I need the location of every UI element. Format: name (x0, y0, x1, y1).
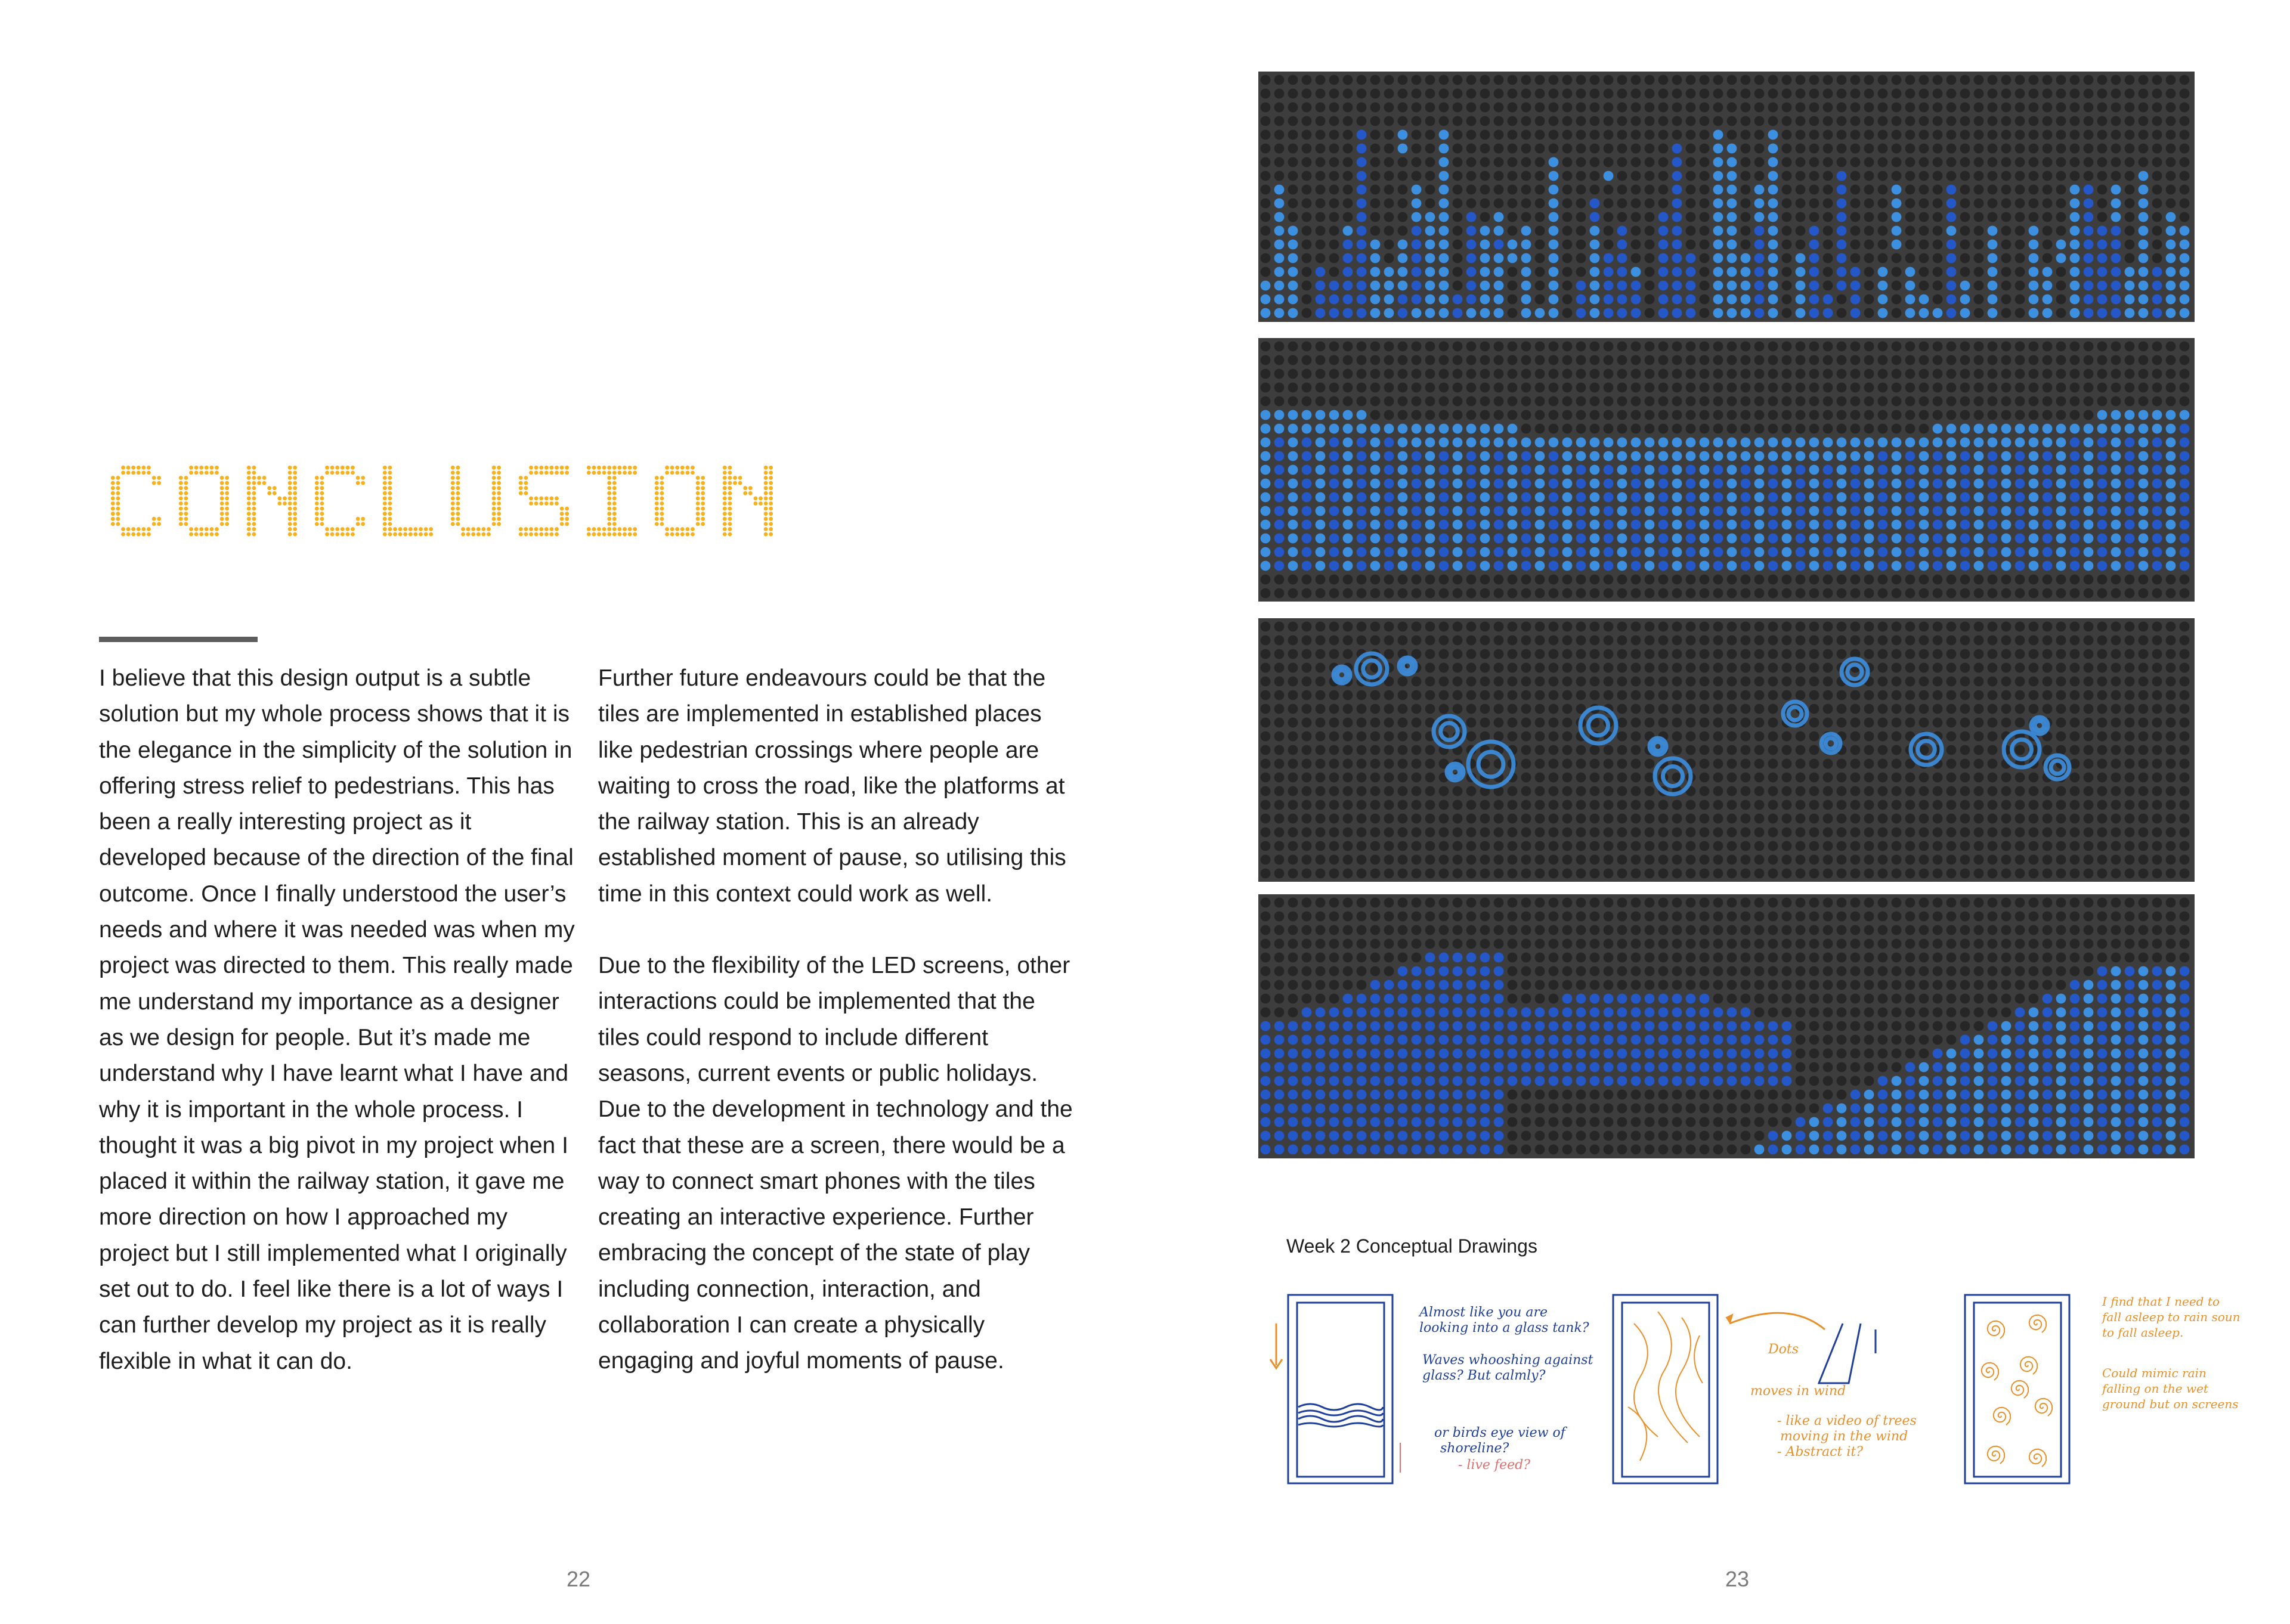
led-tile-rain (1258, 618, 2195, 882)
sketch-glass-tank (1261, 1288, 1595, 1490)
sketch1-note: shoreline? (1440, 1441, 1509, 1456)
sketch3-note: falling on the wet (2102, 1381, 2208, 1396)
page-number-left: 22 (567, 1567, 591, 1591)
sketch1-note: glass? But calmly? (1422, 1368, 1546, 1383)
sketch2-note: moves in wind (1750, 1384, 1846, 1399)
led-wave-image (1258, 338, 2195, 602)
sketch3-note: fall asleep to rain sounds (2102, 1310, 2239, 1324)
led-grass-image (1258, 72, 2195, 322)
page-number-right: 23 (1725, 1567, 1750, 1591)
sketch1-note: Almost like you are (1419, 1305, 1548, 1320)
sketch3-note: to fall asleep. (2102, 1325, 2184, 1340)
sketch3-note: ground but on screens (2102, 1397, 2239, 1411)
future-paragraph-1: Further future endeavours could be that the tiles are implemented in established places like pedestrian crossings where people are waiting to cross the road, like the platforms at the railway station. This is an already established moment of pause, so utilising this time in this context could work as well. (598, 665, 1066, 907)
sketch1-note: Waves whooshing against (1422, 1353, 1593, 1368)
future-paragraph-2: Due to the flexibility of the LED screens, other interactions could be implemented that the tiles could respond to include different seasons, current events or public holidays. Due to the development in technology and the fact that these are a screen, there would be a way to connect smart phones with the tiles creating an interactive experience. Further embracing the concept of the state of play including connection, interaction, and collaboration I can create a physically engaging and joyful moments of pause. (598, 953, 1073, 1374)
led-tile-grass (1258, 72, 2195, 322)
sketch3-note: I find that I need to (2102, 1294, 2220, 1309)
title-divider (99, 637, 258, 642)
conclusion-column-2 (598, 661, 1075, 1380)
sketch2-note: moving in the wind (1780, 1429, 1908, 1444)
led-tile-wave (1258, 338, 2195, 602)
sketch2-note: - Abstract it? (1777, 1445, 1863, 1459)
conclusion-paragraph: I believe that this design output is a subtle solution but my whole process shows that it is the elegance in the simplicity of the solution in offering stress relief to pedestrians. This has been a really interesting project as it developed because of the direction of the final outcome. Once I finally understood the user’s needs and where it was needed was when my project was directed to them. This really made me understand my importance as a designer as we design for people. But it’s made me understand why I have learnt what I have and why it is important in the whole process. I thought it was a big pivot in my project when I placed it within the railway station, it gave me more direction on how I approached my project but I still implemented what I originally set out to do. I feel like there is a lot of ways I can further develop my project as it is really flexible in what it can do. (99, 665, 575, 1374)
conclusion-column-1 (99, 661, 576, 1380)
led-rain-ripples-image (1258, 618, 2195, 882)
sketch1-note: - live feed? (1458, 1458, 1530, 1473)
sketch2-note: - like a video of trees (1777, 1414, 1917, 1428)
dotted-title-graphic (110, 465, 790, 537)
sketch-trees (1610, 1288, 1920, 1490)
sketch-rain (1959, 1288, 2239, 1490)
led-dots-image (1258, 894, 2195, 1158)
sketch1-note: or birds eye view of (1434, 1425, 1565, 1440)
page-title (110, 465, 790, 537)
led-tile-dots (1258, 894, 2195, 1158)
sketch3-note: Could mimic rain (2102, 1366, 2207, 1380)
sketch1-note: looking into a glass tank? (1419, 1321, 1589, 1335)
sketches-caption: Week 2 Conceptual Drawings (1286, 1235, 1537, 1257)
sketch2-note: Dots (1768, 1342, 1799, 1357)
